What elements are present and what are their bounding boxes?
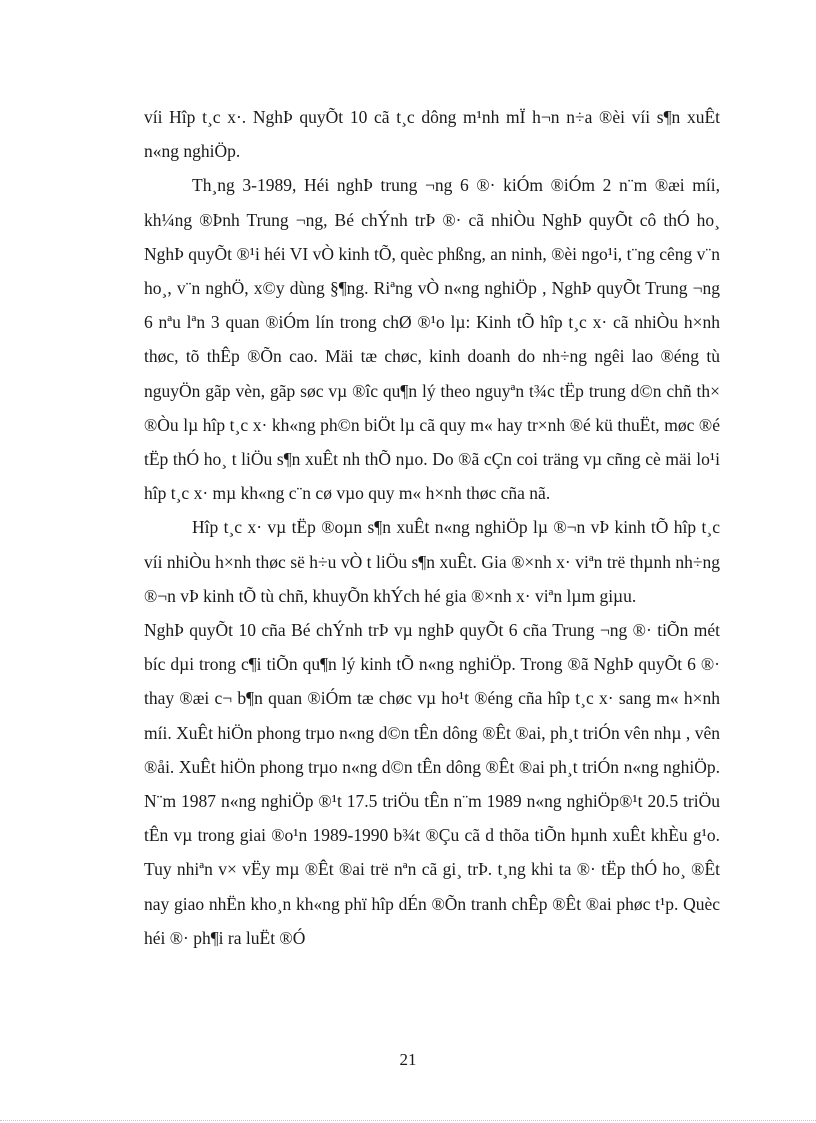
- paragraph-2: Th¸ng 3-1989, Héi nghÞ trung ¬ng 6 ®· kiÓm ®iÓm 2 n¨m ®æi míi, kh¼ng ®Þnh Trung ¬ng, Bé chÝnh trÞ ®· cã nhiÒu NghÞ quyÕt cô thÓ ho¸ NghÞ quyÕt ®¹i héi VI vÒ kinh tÕ, quèc phßng, an ninh, ®èi ngo¹i, t¨ng cêng v¨n ho¸, v¨n nghÖ, x©y dùng §¶ng. Riªng vÒ n«ng nghiÖp , NghÞ quyÕt Trung ¬ng 6 nªu lªn 3 quan ®iÓm lín trong chØ ®¹o lµ: Kinh tÕ hîp t¸c x· cã nhiÒu h×nh thøc, tõ thÊp ®Õn cao. Mäi tæ chøc, kinh doanh do nh÷ng ngêi lao ®éng tù nguyÖn gãp vèn, gãp søc vµ ®îc qu¶n lý theo nguyªn t¾c tËp trung d©n chñ th× ®Òu lµ hîp t¸c x· kh«ng ph©n biÖt lµ cã quy m« hay tr×nh ®é kü thuËt, møc ®é tËp thÓ ho¸ t liÖu s¶n xuÊt nh thÕ nµo. Do ®ã cÇn coi träng vµ cñng cè mäi lo¹i hîp t¸c x· mµ kh«ng c¨n cø vµo quy m« h×nh thøc cña nã.: [144, 175, 720, 504]
- page-number: 21: [399, 1050, 417, 1069]
- paragraph-3: Hîp t¸c x· vµ tËp ®oµn s¶n xuÊt n«ng nghiÖp lµ ®¬n vÞ kinh tÕ hîp t¸c víi nhiÒu h×nh thøc së h÷u vÒ t liÖu s¶n xuÊt. Gia ®×nh x· viªn trë thµnh nh÷ng ®¬n vÞ kinh tÕ tù chñ, khuyÕn khÝch hé gia ®×nh x· viªn lµm giµu.: [144, 517, 720, 606]
- paragraph-1: víi Hîp t¸c x·. NghÞ quyÕt 10 cã t¸c dông m¹nh mÏ h¬n n÷a ®èi víi s¶n xuÊt n«ng nghiÖp.: [144, 107, 720, 162]
- body-text: [144, 100, 720, 955]
- page-bottom-rule: [0, 1120, 816, 1121]
- paragraph-4: NghÞ quyÕt 10 cña Bé chÝnh trÞ vµ nghÞ quyÕt 6 cña Trung ¬ng ®· tiÕn mét bíc dµi trong c¶i tiÕn qu¶n lý kinh tÕ n«ng nghiÖp. Trong ®ã NghÞ quyÕt 6 ®· thay ®æi c¬ b¶n quan ®iÓm tæ chøc vµ ho¹t ®éng cña hîp t¸c x· sang m« h×nh míi. XuÊt hiÖn phong trµo n«ng d©n tÊn dông ®Êt ®ai, ph¸t triÓn vên nhµ , vên ®åi. XuÊt hiÖn phong trµo n«ng d©n tÊn dông ®Êt ®ai ph¸t triÓn n«ng nghiÖp. N¨m 1987 n«ng nghiÖp ®¹t 17.5 triÖu tÊn n¨m 1989 n«ng nghiÖp®¹t 20.5 triÖu tÊn vµ trong giai ®o¹n 1989-1990 b¾t ®Çu cã d thõa tiÕn hµnh xuÊt khÈu g¹o. Tuy nhiªn v× vËy mµ ®Êt ®ai trë nªn cã gi¸ trÞ. t¸ng khi ta ®· tËp thÓ ho¸ ®Êt nay giao nhËn kho¸n kh«ng phï hîp dÉn ®Õn tranh chÊp ®Êt ®ai phøc t¹p. Quèc héi ®· ph¶i ra luËt ®Ó: [144, 620, 720, 948]
